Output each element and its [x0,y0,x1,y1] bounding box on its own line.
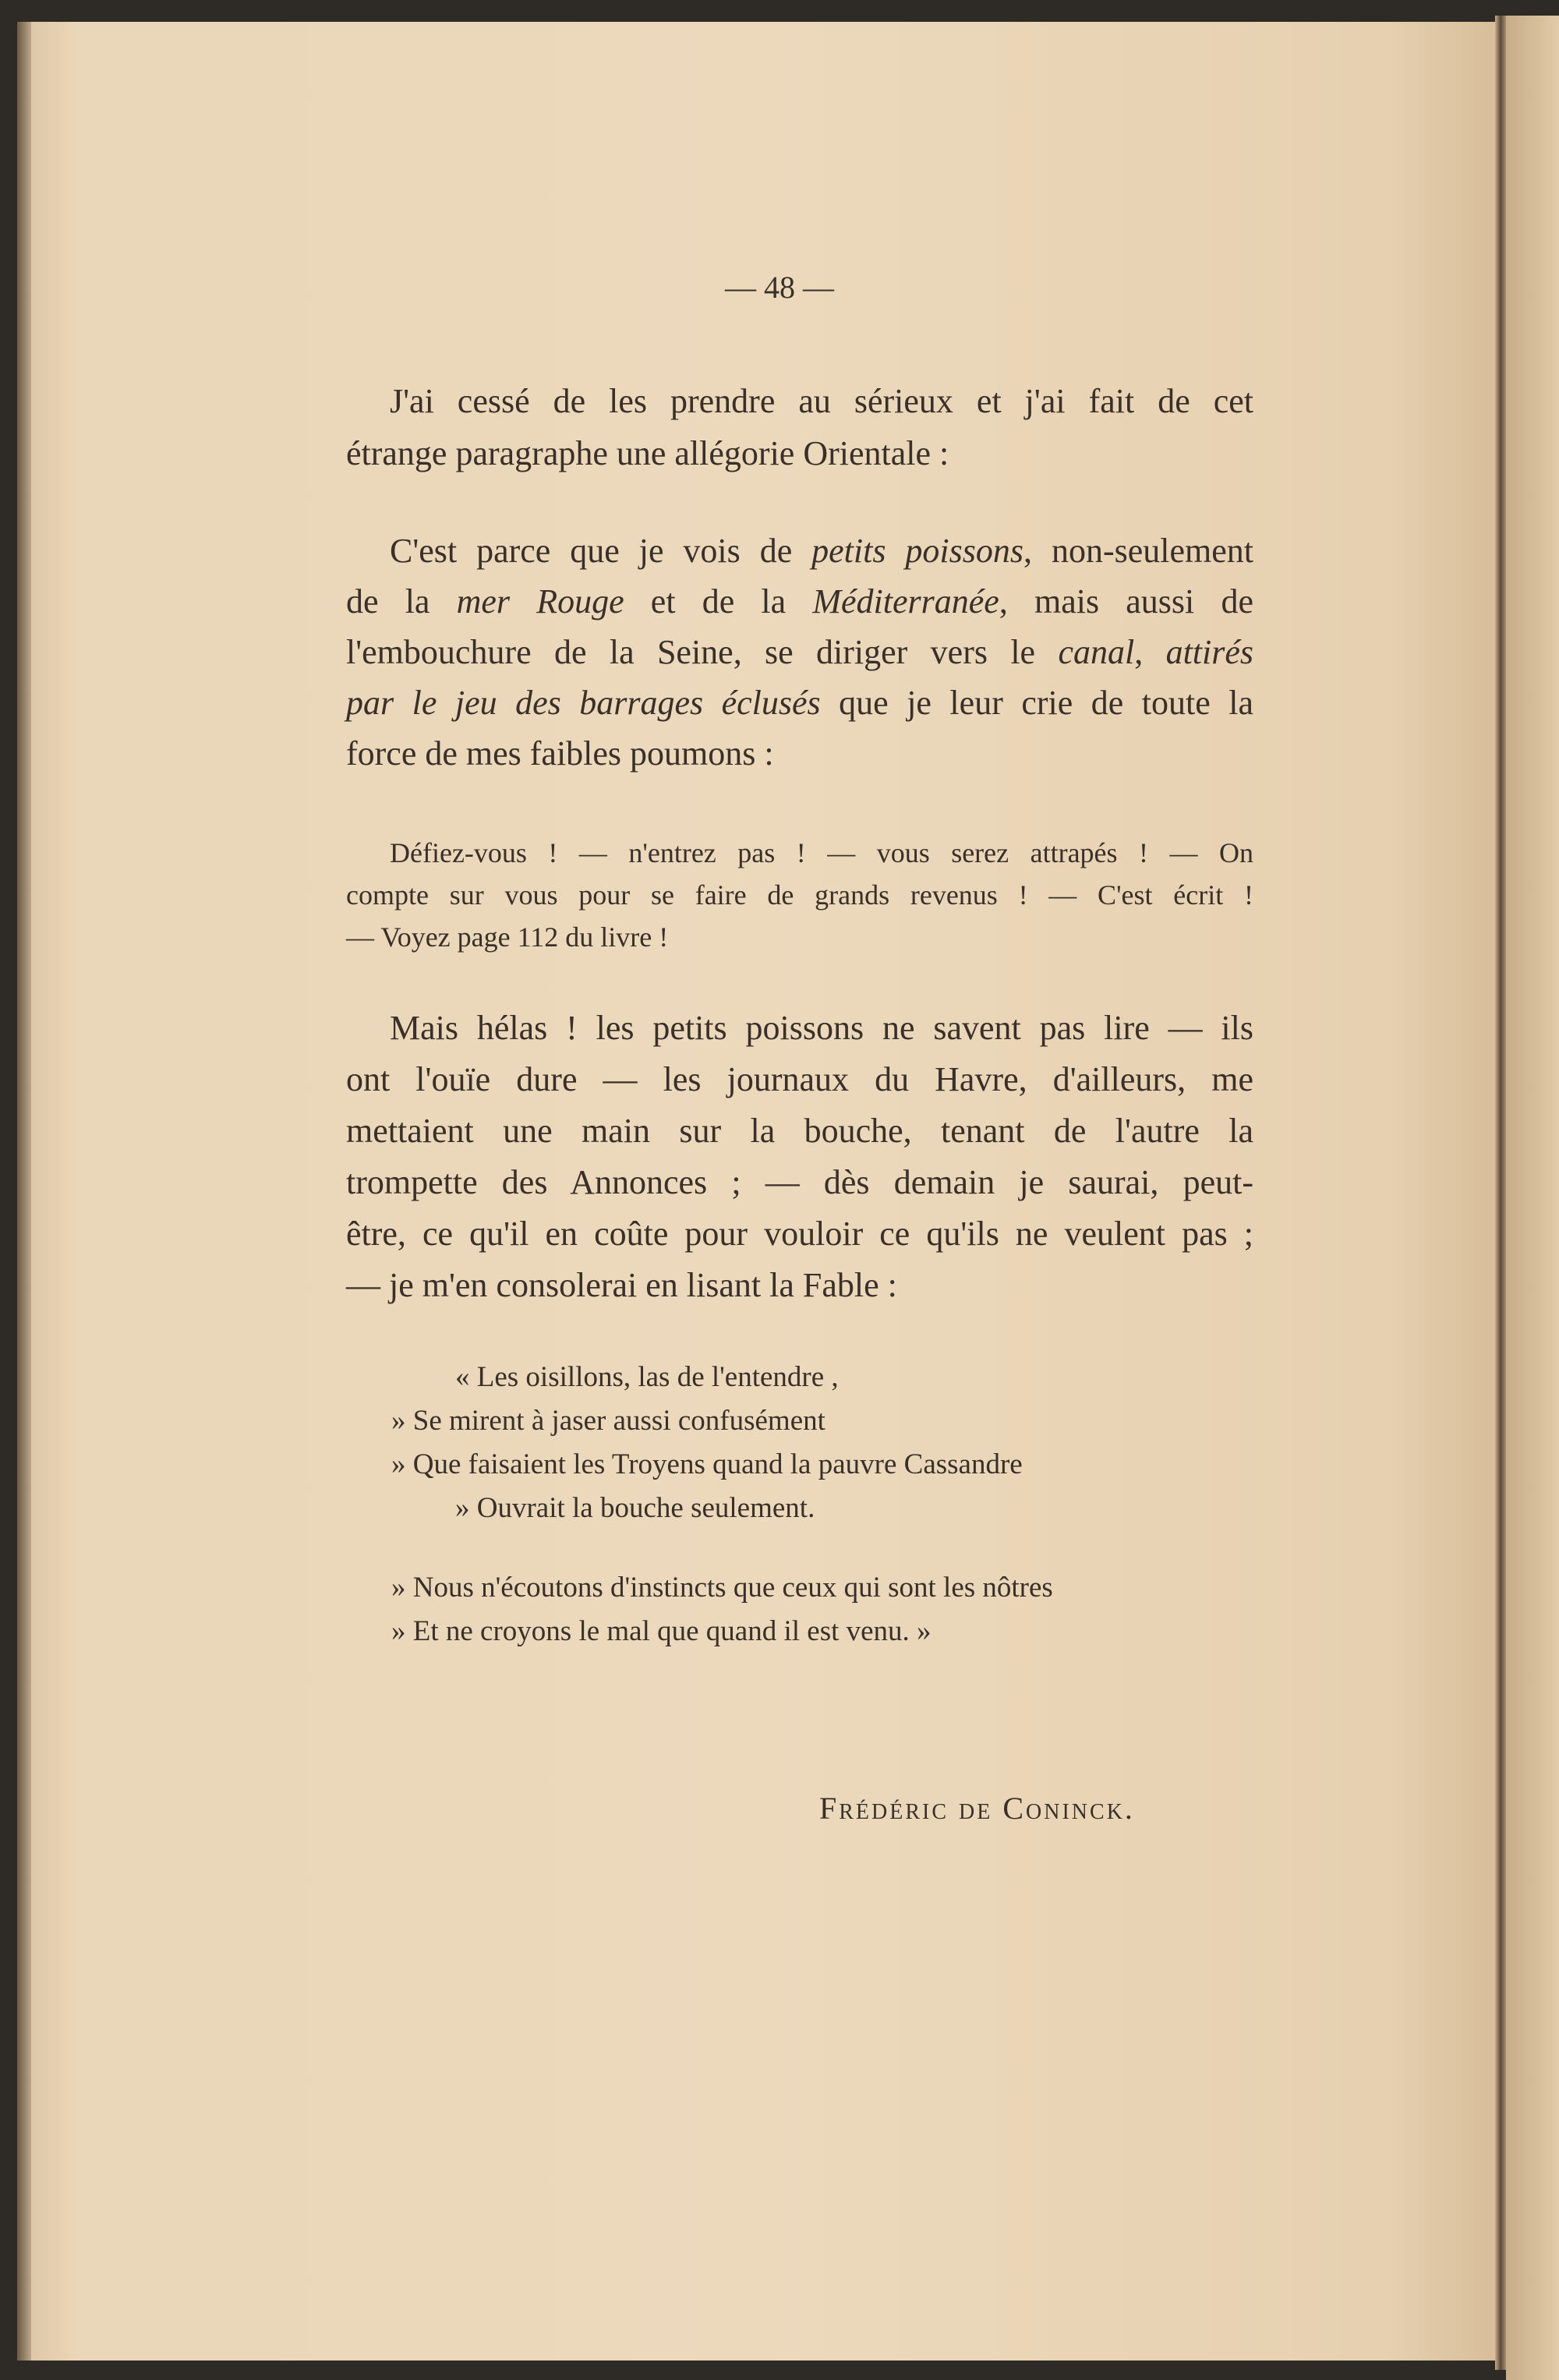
text-line: — je m'en consolerai en lisant la Fable : [346,1266,897,1304]
page-number: — 48 — [725,270,834,305]
text-line: — Voyez page 112 du livre ! [346,921,669,953]
text: C'est parce que je vois de [390,532,812,570]
verse-line: » Ouvrait la bouche seulement. [455,1492,815,1524]
text-line: ont l'ouïe dure — les journaux du Havre, d'ailleurs, me [346,1060,1253,1098]
italic-text: mer Rouge [456,582,624,621]
book-gutter [1495,16,1506,2370]
verse-line: » Et ne croyons le mal que quand il est venu. » [391,1615,932,1647]
text-line: J'ai cessé de les prendre au sérieux et j'ai fait de cet [390,382,1253,420]
page-left-edge [17,22,31,2361]
text-line: mettaient une main sur la bouche, tenant de l'autre la [346,1112,1253,1150]
italic-text: canal [1058,633,1135,671]
author-signature: Frédéric de Coninck. [819,1791,1135,1826]
verse-line: » Que faisaient les Troyens quand la pauvre Cassandre [391,1448,1023,1480]
text-line: Défiez-vous ! — n'entrez pas ! — vous serez attrapés ! — On [390,837,1253,868]
text-line [346,683,1253,723]
verse-line: « Les oisillons, las de l'entendre , [455,1361,839,1393]
italic-text: attirés [1165,633,1254,671]
text: , mais aussi de [999,582,1253,621]
text-line: force de mes faibles poumons : [346,734,774,773]
italic-text: par le jeu des barrages éclusés [346,684,821,722]
text-line: Mais hélas ! les petits poissons ne savent pas lire — ils [390,1009,1253,1047]
text-line: trompette des Annonces ; — dès demain je saurai, peut- [346,1163,1253,1201]
text: de la [346,582,457,621]
text: , [1134,633,1166,671]
verse-line: » Nous n'écoutons d'instincts que ceux qui sont les nôtres [391,1572,1053,1604]
text: que je leur crie de toute la [820,684,1253,722]
text-line: être, ce qu'il en coûte pour vouloir ce qu'ils ne veulent pas ; [346,1215,1253,1253]
adjacent-page-edge [1506,16,1559,2380]
text-line: compte sur vous pour se faire de grands revenus ! — C'est écrit ! [346,879,1253,911]
text-line [390,531,1253,571]
text-line: étrange paragraphe une allégorie Orientale : [346,434,949,472]
text-line [346,632,1253,672]
text: et de la [624,582,813,621]
text-line [346,582,1253,621]
italic-text: petits poissons [811,532,1024,570]
text: l'embouchure de la Seine, se diriger vers le [346,633,1059,671]
text: , non-seulement [1023,532,1253,570]
verse-line: » Se mirent à jaser aussi confusément [391,1405,825,1437]
italic-text: Méditerranée [812,582,999,621]
